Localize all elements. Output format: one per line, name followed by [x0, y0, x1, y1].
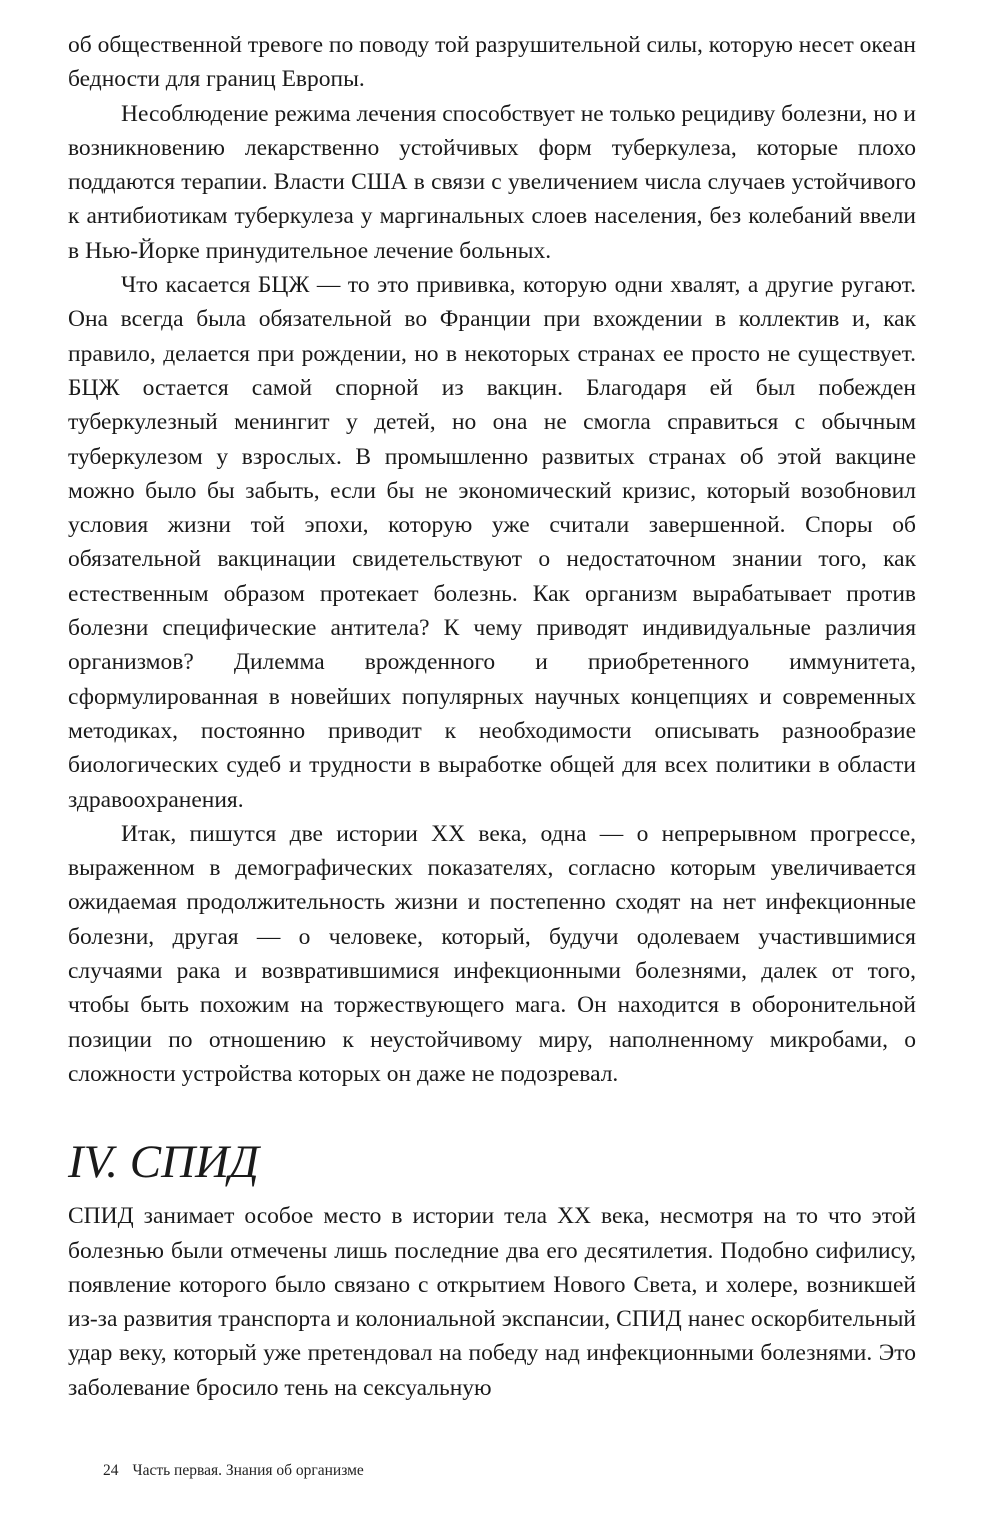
page-footer: [103, 1462, 364, 1480]
paragraph-aids-intro: СПИД занимает особое место в истории тела XX века, несмотря на то что этой болезнью были отмечены лишь последние два его десятилетия. Подобно сифилису, появление которого было связано с открытием Нового Света, и холере, возникшей из-за развития транспорта и колониальной экспансии, СПИД нанес оскорбительный удар веку, который уже претендовал на победу над инфекционными болезнями. Это заболевание бросило тень на сексуальную: [68, 1203, 916, 1401]
paragraph-tuberculosis-treatment: Несоблюдение режима лечения способствует не только рецидиву болезни, но и возникновению лекарственно устойчивых форм туберкулеза, которые плохо поддаются терапии. Власти США в связи с увеличением числа случаев устойчивого к антибиотикам туберкулеза у маргинальных слоев населения, без колебаний ввели в Нью-Йорке принудительное лечение больных.: [68, 100, 916, 264]
section-heading: IV. СПИД: [68, 1136, 259, 1189]
page-body: [68, 28, 916, 1405]
paragraph-continuation: об общественной тревоге по поводу той разрушительной силы, которую несет океан бедности для границ Европы.: [68, 32, 916, 93]
page-number: 24: [103, 1462, 119, 1479]
paragraph-two-histories: Итак, пишутся две истории XX века, одна — о непрерывном прогрессе, выраженном в демографических показателях, согласно которым увеличивается ожидаемая продолжительность жизни и постепенно сходят на нет инфекционные болезни, другая — о человеке, который, будучи одолеваем участившимися случаями рака и возвратившимися инфекционными болезнями, далек от того, чтобы быть похожим на торжествующего мага. Он находится в оборонительной позиции по отношению к неустойчивому миру, наполненному микробами, о сложности устройства которых он даже не подозревал.: [68, 820, 916, 1087]
running-title: Часть первая. Знания об организме: [132, 1462, 364, 1479]
paragraph-bcg-vaccine: Что касается БЦЖ — то это прививка, которую одни хвалят, а другие ругают. Она всегда была обязательной во Франции при вхождении в коллектив и, как правило, делается при рождении, но в некоторых странах ее просто не существует. БЦЖ остается самой спорной из вакцин. Благодаря ей был побежден туберкулезный менингит у детей, но она не смогла справиться с обычным туберкулезом у взрослых. В промышленно развитых странах об этой вакцине можно было бы забыть, если бы не экономический кризис, который возобновил условия жизни той эпохи, которую уже считали завершенной. Споры об обязательной вакцинации свидетельствуют о недостаточном знании того, как естественным образом протекает болезнь. Как организм вырабатывает против болезни специфические антитела? К чему приводят индивидуальные различия организмов? Дилемма врожденного и приобретенного иммунитета, сформулированная в новейших популярных научных концепциях и современных методиках, постоянно приводит к необходимости описывать разнообразие биологических судеб и трудности в выработке общей для всех политики в области здравоохранения.: [68, 272, 916, 813]
